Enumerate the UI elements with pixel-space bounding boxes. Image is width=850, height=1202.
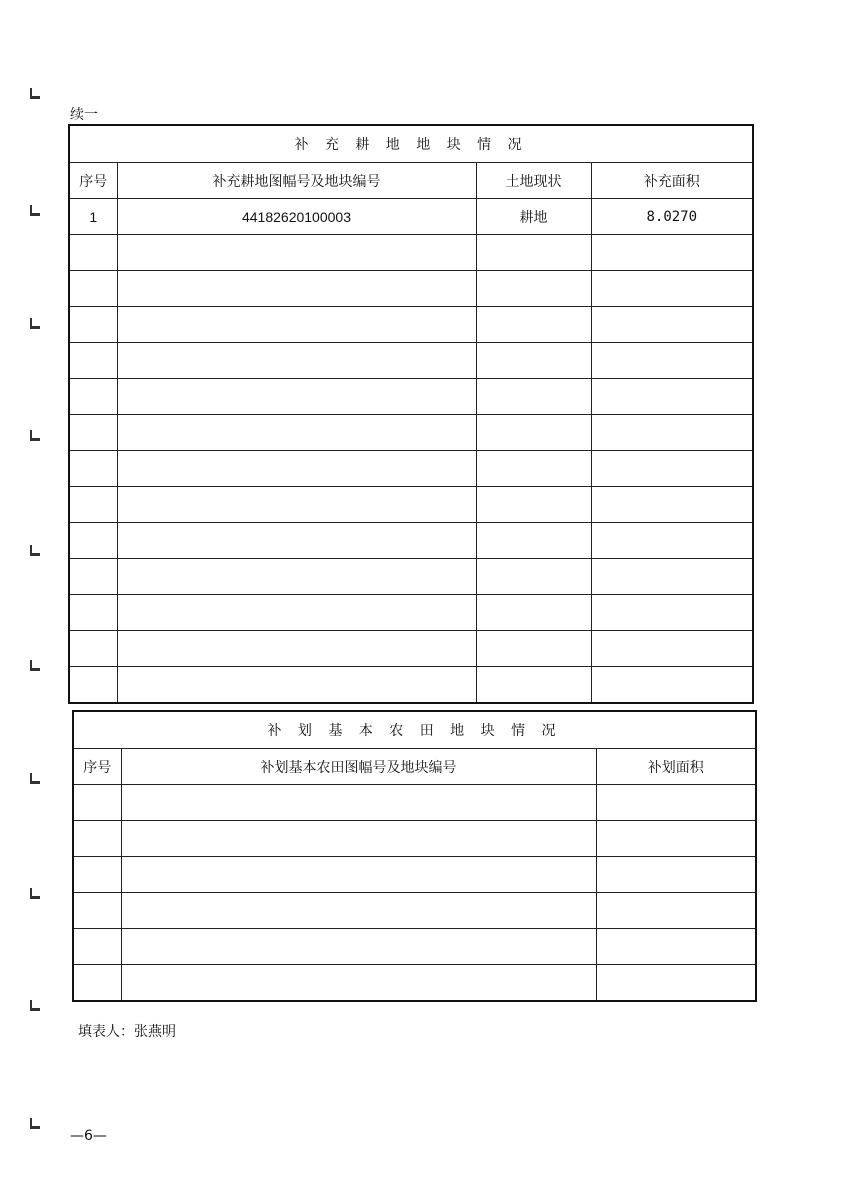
binding-mark (30, 205, 40, 216)
table-row (69, 199, 753, 235)
empty-cell (117, 631, 476, 667)
empty-cell (117, 595, 476, 631)
empty-row (69, 487, 753, 523)
header-index: 序号 (69, 163, 117, 199)
empty-cell (476, 235, 591, 271)
empty-row (69, 523, 753, 559)
empty-cell (121, 785, 596, 821)
empty-cell (69, 451, 117, 487)
binding-mark (30, 1000, 40, 1011)
empty-cell (591, 631, 753, 667)
binding-mark (30, 88, 40, 99)
empty-cell (121, 857, 596, 893)
empty-cell (121, 965, 596, 1002)
empty-cell (69, 487, 117, 523)
empty-row (69, 307, 753, 343)
empty-cell (476, 451, 591, 487)
empty-cell (476, 631, 591, 667)
empty-row (69, 271, 753, 307)
cell-index: 1 (69, 199, 117, 235)
empty-row (69, 559, 753, 595)
empty-cell (476, 487, 591, 523)
empty-cell (117, 487, 476, 523)
empty-cell (69, 235, 117, 271)
empty-row (73, 857, 756, 893)
empty-cell (596, 785, 756, 821)
empty-row (69, 451, 753, 487)
empty-cell (476, 559, 591, 595)
empty-cell (591, 667, 753, 704)
empty-cell (73, 785, 121, 821)
continuation-label: 续一 (70, 107, 98, 123)
empty-cell (596, 893, 756, 929)
empty-cell (69, 379, 117, 415)
empty-cell (117, 307, 476, 343)
empty-cell (117, 379, 476, 415)
empty-row (69, 235, 753, 271)
binding-mark (30, 430, 40, 441)
empty-cell (117, 523, 476, 559)
page-number: —6— (70, 1128, 107, 1144)
table-title: 补 划 基 本 农 田 地 块 情 况 (73, 711, 756, 749)
supplement-farmland-table (68, 124, 754, 704)
form-filler: 填表人：张燕明 (78, 1024, 176, 1040)
empty-cell (476, 379, 591, 415)
empty-cell (591, 307, 753, 343)
binding-mark (30, 318, 40, 329)
empty-cell (69, 631, 117, 667)
empty-row (69, 379, 753, 415)
empty-cell (73, 821, 121, 857)
empty-cell (117, 559, 476, 595)
binding-mark (30, 888, 40, 899)
cell-area: 8.0270 (591, 199, 753, 235)
binding-mark (30, 545, 40, 556)
header-index: 序号 (73, 749, 121, 785)
header-plot-number: 补划基本农田图幅号及地块编号 (121, 749, 596, 785)
cell-land-status: 耕地 (476, 199, 591, 235)
empty-row (73, 785, 756, 821)
empty-cell (596, 821, 756, 857)
empty-cell (596, 965, 756, 1002)
empty-row (69, 631, 753, 667)
empty-cell (591, 235, 753, 271)
empty-cell (73, 857, 121, 893)
empty-cell (121, 929, 596, 965)
empty-cell (73, 929, 121, 965)
empty-cell (117, 235, 476, 271)
empty-cell (476, 667, 591, 704)
empty-cell (121, 821, 596, 857)
header-area: 补充面积 (591, 163, 753, 199)
binding-mark (30, 1118, 40, 1129)
empty-cell (596, 929, 756, 965)
empty-row (73, 893, 756, 929)
empty-cell (69, 523, 117, 559)
empty-cell (476, 271, 591, 307)
cell-plot-number: 44182620100003 (117, 199, 476, 235)
empty-row (69, 667, 753, 704)
empty-cell (117, 343, 476, 379)
header-land-status: 土地现状 (476, 163, 591, 199)
empty-row (69, 415, 753, 451)
empty-cell (117, 271, 476, 307)
empty-cell (591, 271, 753, 307)
empty-cell (69, 271, 117, 307)
empty-cell (476, 307, 591, 343)
empty-cell (591, 595, 753, 631)
empty-cell (591, 523, 753, 559)
empty-cell (121, 893, 596, 929)
empty-cell (476, 343, 591, 379)
header-plot-number: 补充耕地图幅号及地块编号 (117, 163, 476, 199)
binding-mark (30, 660, 40, 671)
empty-cell (596, 857, 756, 893)
empty-cell (476, 595, 591, 631)
empty-cell (591, 379, 753, 415)
empty-cell (117, 667, 476, 704)
table-title: 补 充 耕 地 地 块 情 况 (69, 125, 753, 163)
empty-row (73, 965, 756, 1002)
empty-cell (591, 487, 753, 523)
binding-mark (30, 773, 40, 784)
header-area: 补划面积 (596, 749, 756, 785)
empty-cell (73, 893, 121, 929)
empty-row (69, 595, 753, 631)
empty-cell (117, 451, 476, 487)
empty-cell (117, 415, 476, 451)
basic-farmland-table (72, 710, 757, 1002)
empty-cell (69, 559, 117, 595)
empty-cell (69, 307, 117, 343)
empty-cell (591, 415, 753, 451)
empty-cell (591, 559, 753, 595)
empty-cell (69, 595, 117, 631)
empty-cell (69, 415, 117, 451)
empty-cell (591, 451, 753, 487)
empty-row (69, 343, 753, 379)
empty-cell (69, 667, 117, 704)
empty-cell (69, 343, 117, 379)
empty-row (73, 929, 756, 965)
empty-cell (476, 523, 591, 559)
empty-cell (476, 415, 591, 451)
empty-row (73, 821, 756, 857)
empty-cell (591, 343, 753, 379)
empty-cell (73, 965, 121, 1002)
